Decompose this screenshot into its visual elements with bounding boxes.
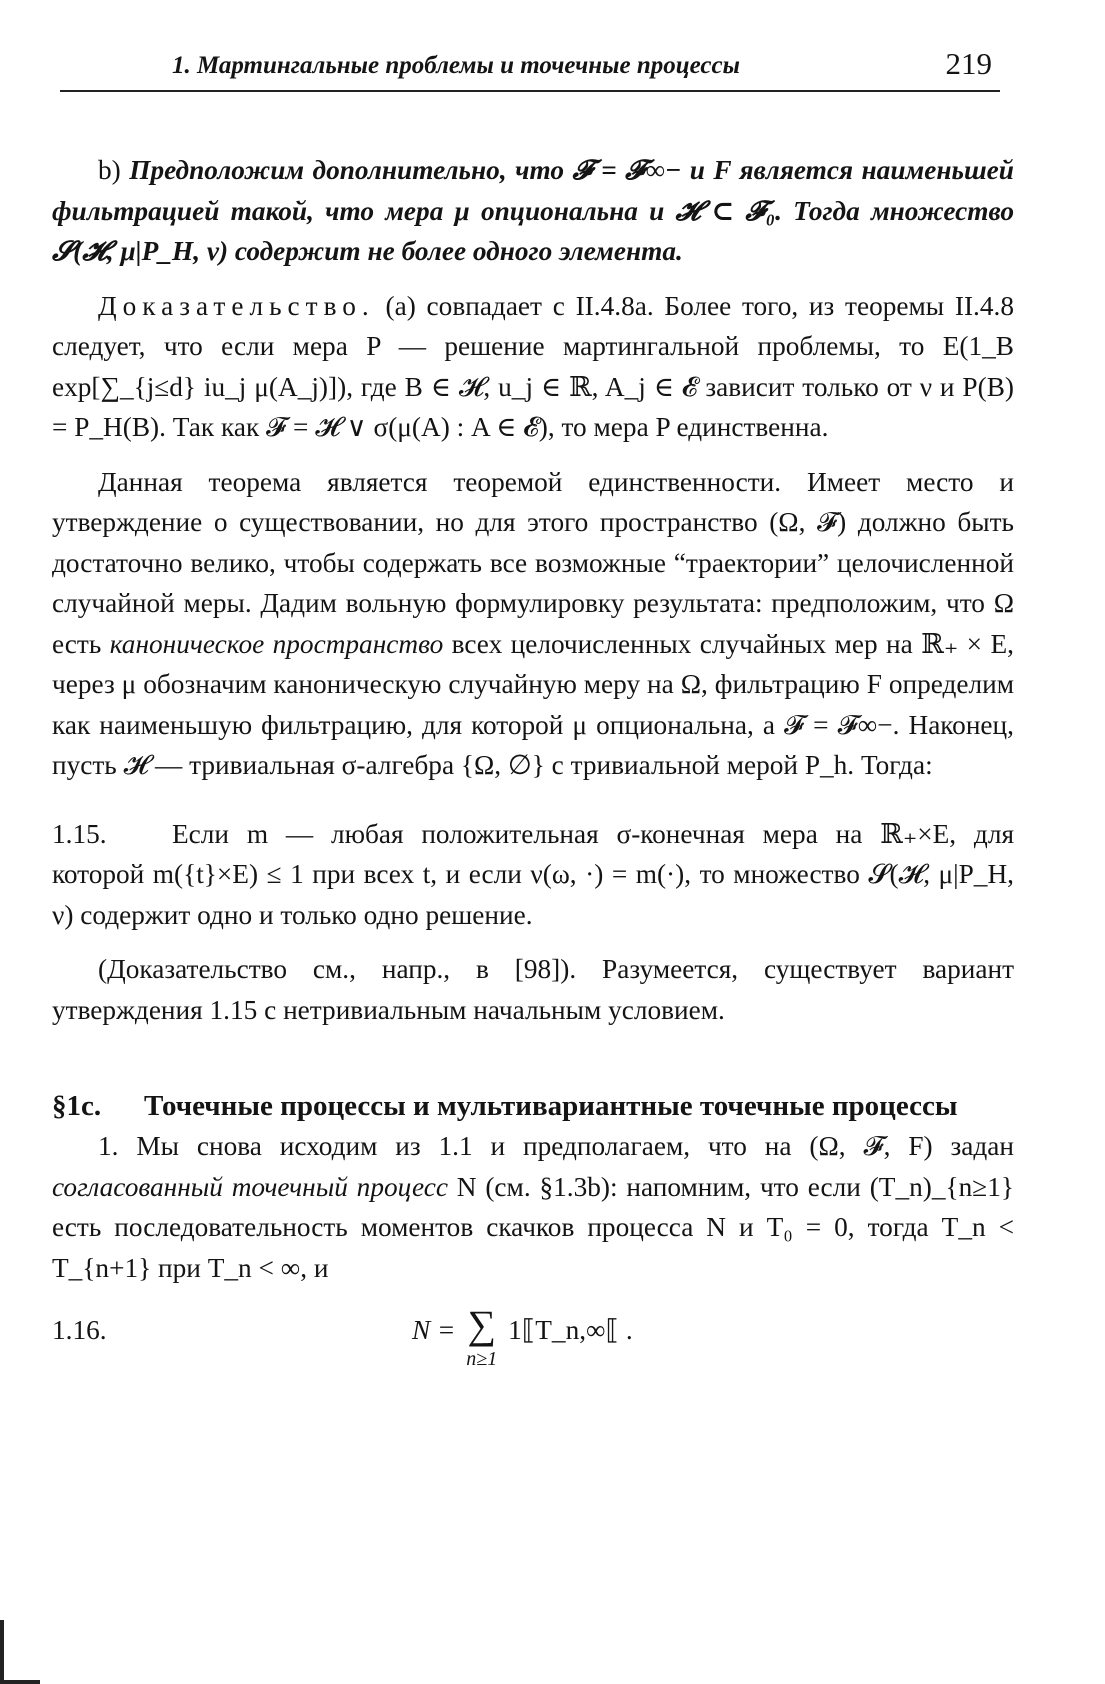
proof-text: (a) совпадает с II.4.8a. Более того, из теоремы II.4.8 следует, что если мера P — решение мартингальной проблемы, то E(1_B exp[∑_{j≤d} iu_j μ(A_j)]), где B ∈ 𝓗, u_j ∈ ℝ, A_j ∈ 𝓔 зависит только от ν и P(B) = P_H(B). Так как 𝓕 = 𝓗 ∨ σ(μ(A) : A ∈ 𝓔), то мера P единственна. [52,290,1014,442]
statement-115 [52,814,1014,936]
sum-symbol: ∑ [467,1302,497,1347]
statement-115-label: 1.15. [52,818,107,849]
statement-b-text: Предположим дополнительно, что 𝓕 = 𝓕∞− и F является наименьшей фильтрацией такой, что мера μ опциональна и 𝓗 ⊂ 𝓕₀. Тогда множество 𝓢(𝓗, μ|P_H, ν) содержит не более одного элемента. [52,155,1014,266]
page-number: 219 [945,46,992,81]
sum-index: n≥1 [466,1348,498,1370]
spacer [52,272,1014,286]
reference-paragraph: (Доказательство см., напр., в [98]). Разумеется, существует вариант утверждения 1.15 с нетривиальным начальным условием. [52,954,1014,1025]
formula-expression [412,1302,633,1370]
page-body [52,150,1014,1394]
formula-label: 1.16. [52,1315,107,1345]
running-title: 1. Мартингальные проблемы и точечные процессы [172,52,740,79]
paragraph-1-part1: 1. Мы снова исходим из 1.1 и предполагаем, что на (Ω, 𝓕, F) задан [98,1131,1014,1161]
statement-b [52,150,1014,272]
paragraph-1-term: согласованный точечный процесс [52,1171,448,1202]
proof-paragraph [52,286,1014,448]
proof-lead: Доказательство. [98,290,375,321]
formula-116 [52,1302,1014,1394]
spacer [52,935,1014,949]
section-heading [52,1086,1014,1126]
statement-b-lead: b) [98,155,130,185]
main-paragraph [52,462,1014,786]
main-part1: Данная теорема является теоремой единственности. Имеет место и утверждение о существовании, но для этого пространство (Ω, 𝓕) должно быть достаточно велико, чтобы содержать все возможные “траектории” целочисленной случайной меры. Дадим вольную формулировку результата: предположим, что Ω есть [52,466,1014,659]
paragraph-1 [52,1126,1014,1288]
sum-operator [466,1302,497,1370]
main-term: каноническое пространство [109,628,444,659]
main-part2: всех целочисленных случайных мер на ℝ₊ × E, через μ обозначим каноническую случайную меру на Ω, фильтрацию F определим как наименьшую фильтрацию, для которой μ опциональна, а 𝓕 = 𝓕∞−. Наконец, пусть 𝓗 — тривиальная σ-алгебра {Ω, ∅} с тривиальной мерой P_h. Тогда: [52,628,1014,780]
spacer [52,786,1014,814]
statement-115-text: Если m — любая положительная σ-конечная мера на ℝ₊×E, для которой m({t}×E) ≤ 1 при всех t, и если ν(ω, ·) = m(·), то множество 𝓢(𝓗, μ|P_H, ν) содержит одно и только одно решение. [52,818,1014,930]
scan-corner-mark [0,1620,40,1684]
paragraph-1-part2: N (см. §1.3b): напомним, что если (T_n)_{n≥1} есть последовательность моментов скачков процесса N и T₀ = 0, тогда T_n < T_{n+1} при T_n < ∞, и [52,1171,1014,1283]
spacer [52,1030,1014,1058]
formula-lhs: N = [412,1315,456,1345]
spacer [52,448,1014,462]
section-number: §1c. [52,1090,102,1122]
spacer [52,1288,1014,1302]
formula-term: 1⟦T_n,∞⟦ . [508,1315,633,1345]
spacer [52,1058,1014,1086]
page-header [60,40,1000,90]
section-title: Точечные процессы и мультивариантные точечные процессы [144,1090,958,1122]
header-rule [60,90,1000,92]
